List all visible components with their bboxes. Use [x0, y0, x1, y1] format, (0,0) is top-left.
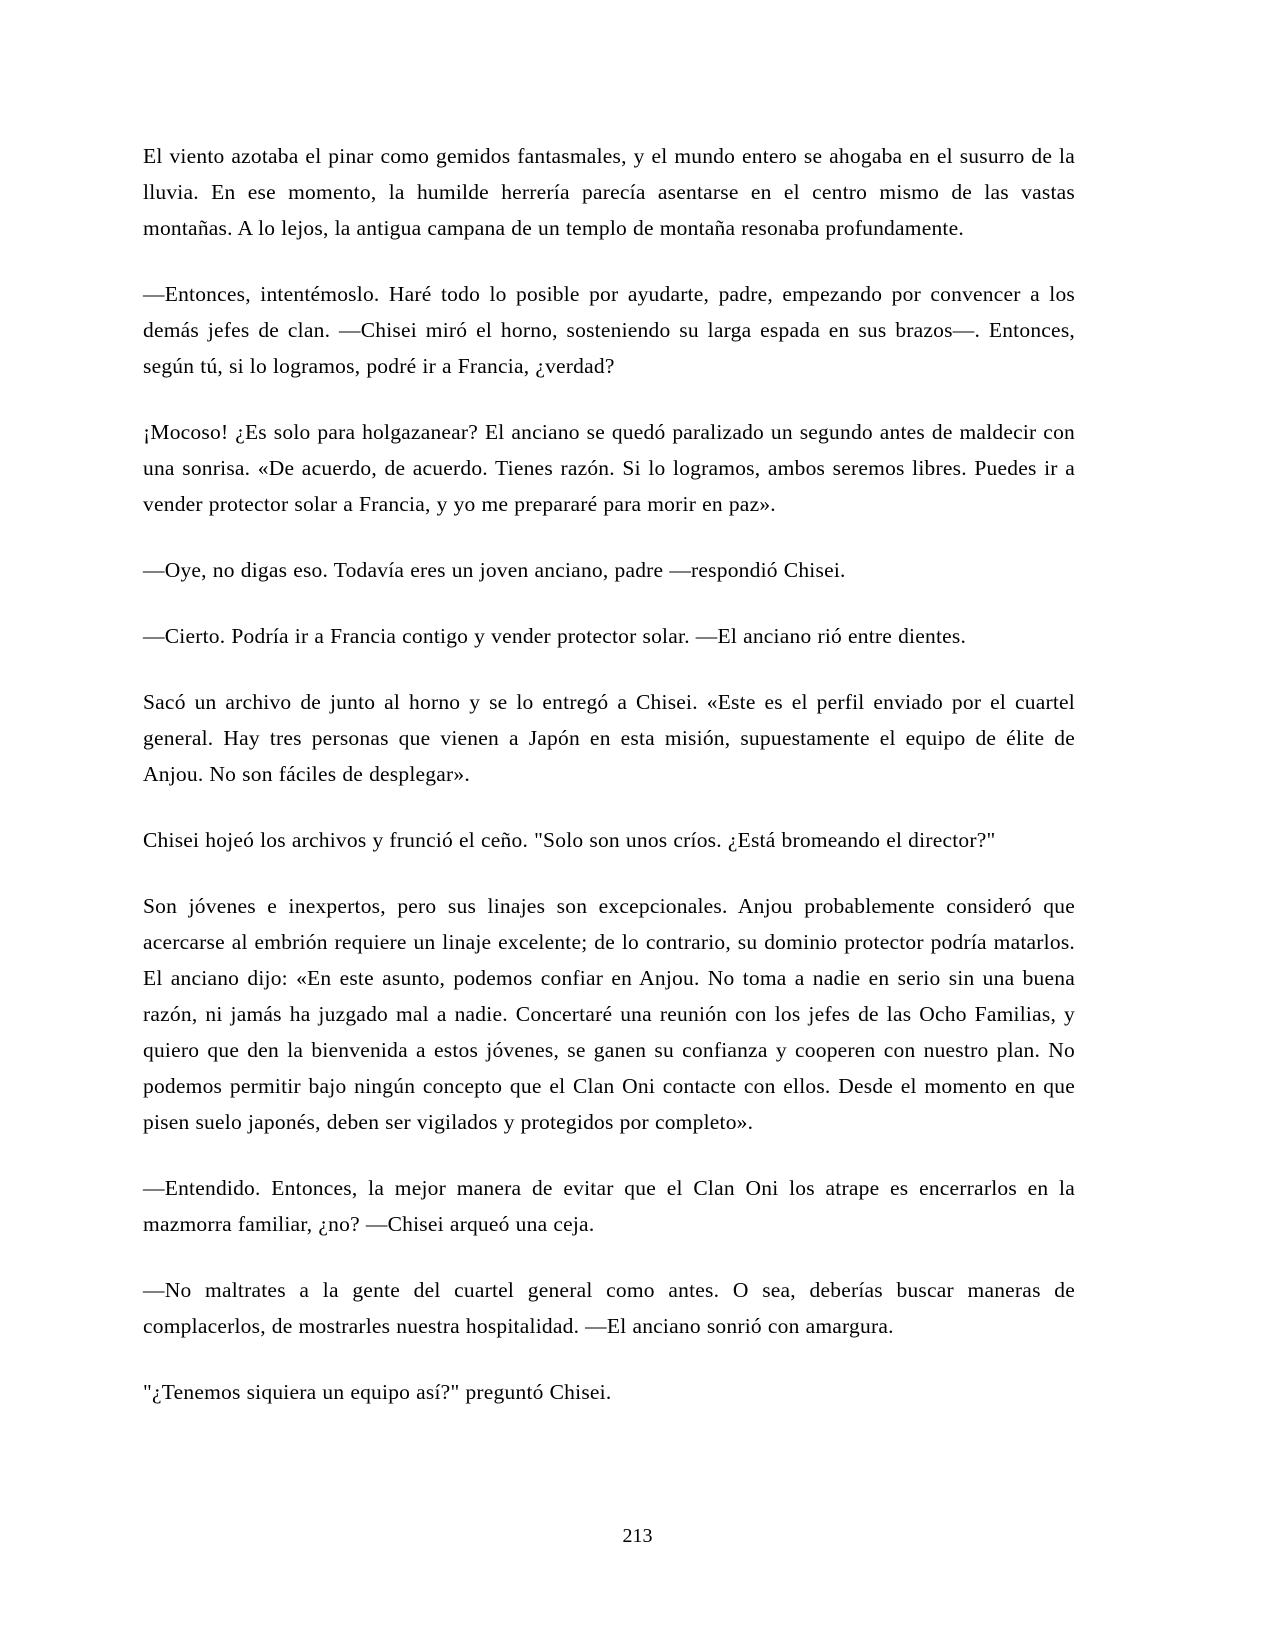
paragraph: —Cierto. Podría ir a Francia contigo y vender protector solar. —El anciano rió entre dientes. — [143, 624, 967, 648]
paragraph: —Oye, no digas eso. Todavía eres un joven anciano, padre —respondió Chisei. — [143, 558, 846, 582]
paragraph: Son jóvenes e inexpertos, pero sus linajes son excepcionales. Anjou probablemente consideró que acercarse al embrión requiere un linaje excelente; de lo contrario, su dominio protector podría matarlos. El anciano dijo: «En este asunto, podemos confiar en Anjou. No toma a nadie en serio sin una buena razón, ni jamás ha juzgado mal a nadie. Concertaré una reunión con los jefes de las Ocho Familias, y quiero que den la bienvenida a estos jóvenes, se ganen su confianza y cooperen con nuestro plan. No podemos permitir bajo ningún concepto que el Clan Oni contacte con ellos. Desde el momento en que pisen suelo japonés, deben ser vigilados y protegidos por completo». — [143, 894, 1075, 1134]
paragraph: Sacó un archivo de junto al horno y se lo entregó a Chisei. «Este es el perfil enviado por el cuartel general. Hay tres personas que vienen a Japón en esta misión, supuestamente el equipo de élite de Anjou. No son fáciles de desplegar». — [143, 690, 1075, 786]
paragraph: El viento azotaba el pinar como gemidos fantasmales, y el mundo entero se ahogaba en el susurro de la lluvia. En ese momento, la humilde herrería parecía asentarse en el centro mismo de las vastas montañas. A lo lejos, la antigua campana de un templo de montaña resonaba profundamente. — [143, 144, 1075, 240]
paragraph: —No maltrates a la gente del cuartel general como antes. O sea, deberías buscar maneras de complacerlos, de mostrarles nuestra hospitalidad. —El anciano sonrió con amargura. — [143, 1278, 1075, 1338]
page-number: 213 — [622, 1525, 653, 1547]
paragraph: ¡Mocoso! ¿Es solo para holgazanear? El anciano se quedó paralizado un segundo antes de maldecir con una sonrisa. «De acuerdo, de acuerdo. Tienes razón. Si lo logramos, ambos seremos libres. Puedes ir a vender protector solar a Francia, y yo me prepararé para morir en paz». — [143, 420, 1075, 516]
paragraph: Chisei hojeó los archivos y frunció el ceño. "Solo son unos críos. ¿Está bromeando el director?" — [143, 828, 996, 852]
paragraph: —Entonces, intentémoslo. Haré todo lo posible por ayudarte, padre, empezando por convencer a los demás jefes de clan. —Chisei miró el horno, sosteniendo su larga espada en sus brazos—. Entonces, según tú, si lo logramos, podré ir a Francia, ¿verdad? — [143, 282, 1075, 378]
paragraph: —Entendido. Entonces, la mejor manera de evitar que el Clan Oni los atrape es encerrarlos en la mazmorra familiar, ¿no? —Chisei arqueó una ceja. — [143, 1176, 1075, 1236]
body-text-column — [143, 138, 1075, 1410]
paragraph: "¿Tenemos siquiera un equipo así?" preguntó Chisei. — [143, 1380, 612, 1404]
